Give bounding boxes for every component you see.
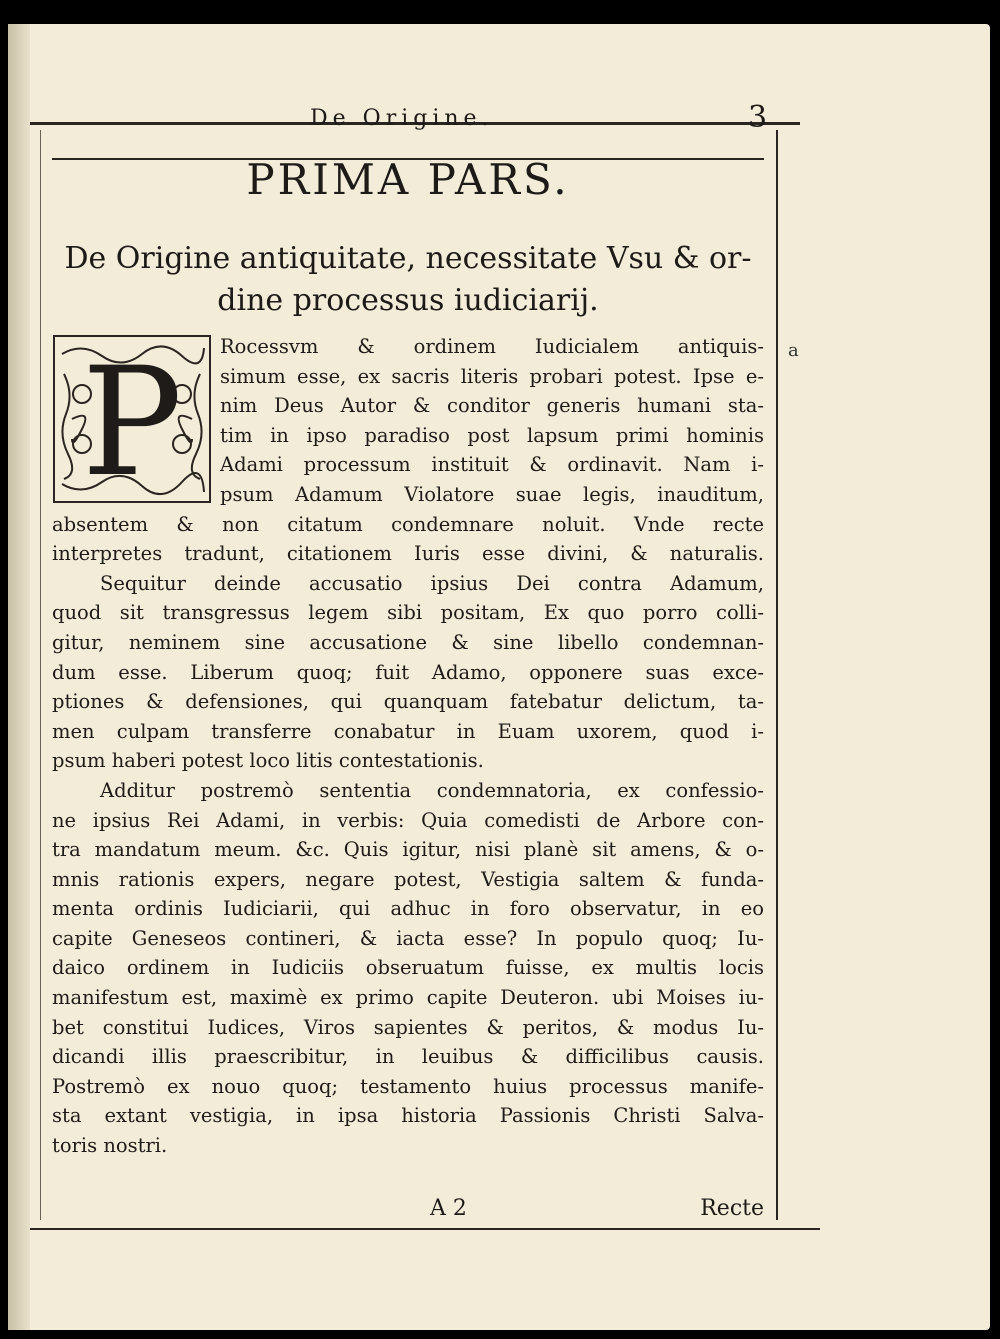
p2-line-5: ptiones & defensiones, qui quanquam fatebatur delictum, ta- <box>52 690 764 714</box>
margin-mark: a <box>788 340 799 361</box>
p1-line-1: Rocessvm & ordinem Iudicialem antiquis- <box>220 335 764 358</box>
p3-line-4: mnis rationis expers, negare potest, Vestigia saltem & funda- <box>52 867 764 891</box>
p2-line-4: dum esse. Liberum quoq; fuit Adamo, opponere suas exce- <box>52 660 764 684</box>
p3-line-12: sta extant vestigia, in ipsa historia Passionis Christi Salva- <box>52 1104 764 1128</box>
left-frame-rule <box>40 130 41 1220</box>
p3-line-7: daico ordinem in Iudiciis obseruatum fuisse, ex multis locis <box>52 956 764 980</box>
p3-line-3: tra mandatum meum. &c. Quis igitur, nisi planè sit amens, & o- <box>52 838 764 862</box>
p1-line-6: psum Adamum Violatore suae legis, inauditum, <box>220 482 764 506</box>
body-text <box>52 332 764 1161</box>
p2-line-2: quod sit transgressus legem sibi positam, Ex quo porro colli- <box>52 601 764 625</box>
p3-line-2: ne ipsius Rei Adami, in verbis: Quia comedisti de Arbore con- <box>52 808 764 832</box>
p3-line-13: toris nostri. <box>52 1134 168 1158</box>
p2-line-6: men culpam transferre conabatur in Euam uxorem, quod i- <box>52 719 764 743</box>
running-head: De Origine. <box>310 106 494 131</box>
p2-line-3: gitur, neminem sine accusatione & sine libello condemnan- <box>52 630 764 654</box>
p3-line-8: manifestum est, maximè ex primo capite Deuteron. ubi Moises iu- <box>52 986 764 1010</box>
bottom-rule <box>30 1228 820 1230</box>
section-title: PRIMA PARS. <box>246 155 570 204</box>
p2-line-7: psum haberi potest loco litis contestationis. <box>52 749 484 773</box>
svg-text:P: P <box>81 336 183 504</box>
p1-line-8: interpretes tradunt, citationem Iuris esse divini, & naturalis. <box>52 542 764 566</box>
p1-line-2: simum esse, ex sacris literis probari potest. Ipse e- <box>220 364 764 388</box>
page-footer <box>52 1196 764 1226</box>
decorated-initial <box>52 334 212 508</box>
catchword: Recte <box>700 1196 764 1221</box>
p3-line-9: bet constitui Iudices, Viros sapientes & peritos, & modus Iu- <box>52 1015 764 1039</box>
signature-mark: A 2 <box>430 1196 467 1221</box>
subtitle-line-1: De Origine antiquitate, necessitate Vsu & or- <box>64 241 752 276</box>
p1-line-5: Adami processum instituit & ordinavit. Nam i- <box>220 453 764 477</box>
p1-line-7: absentem & non citatum condemnare noluit. Vnde recte <box>52 512 764 536</box>
subtitle-line-2: dine processus iudiciarij. <box>217 283 599 318</box>
p1-line-3: nim Deus Autor & conditor generis humani sta- <box>220 394 764 418</box>
p2-line-1: Sequitur deinde accusatio ipsius Dei contra Adamum, <box>100 571 764 595</box>
section-subtitle <box>48 238 768 322</box>
p3-line-11: Postremò ex nouo quoq; testamento huius processus manife- <box>52 1074 764 1098</box>
p3-line-1: Additur postremò sententia condemnatoria, ex confessio- <box>100 778 764 802</box>
p3-line-5: menta ordinis Iudiciarii, qui adhuc in foro observatur, in eo <box>52 897 764 921</box>
page-number: 3 <box>748 100 768 135</box>
p1-line-4: tim in ipso paradiso post lapsum primi hominis <box>220 423 764 447</box>
right-frame-rule <box>776 130 778 1220</box>
p3-line-10: dicandi illis praescribitur, in leuibus & difficilibus causis. <box>52 1045 764 1069</box>
p3-line-6: capite Geneseos contineri, & iacta esse? In populo quoq; Iu- <box>52 926 764 950</box>
page-edge <box>8 24 30 1330</box>
ornamental-initial-p-icon <box>52 334 212 504</box>
